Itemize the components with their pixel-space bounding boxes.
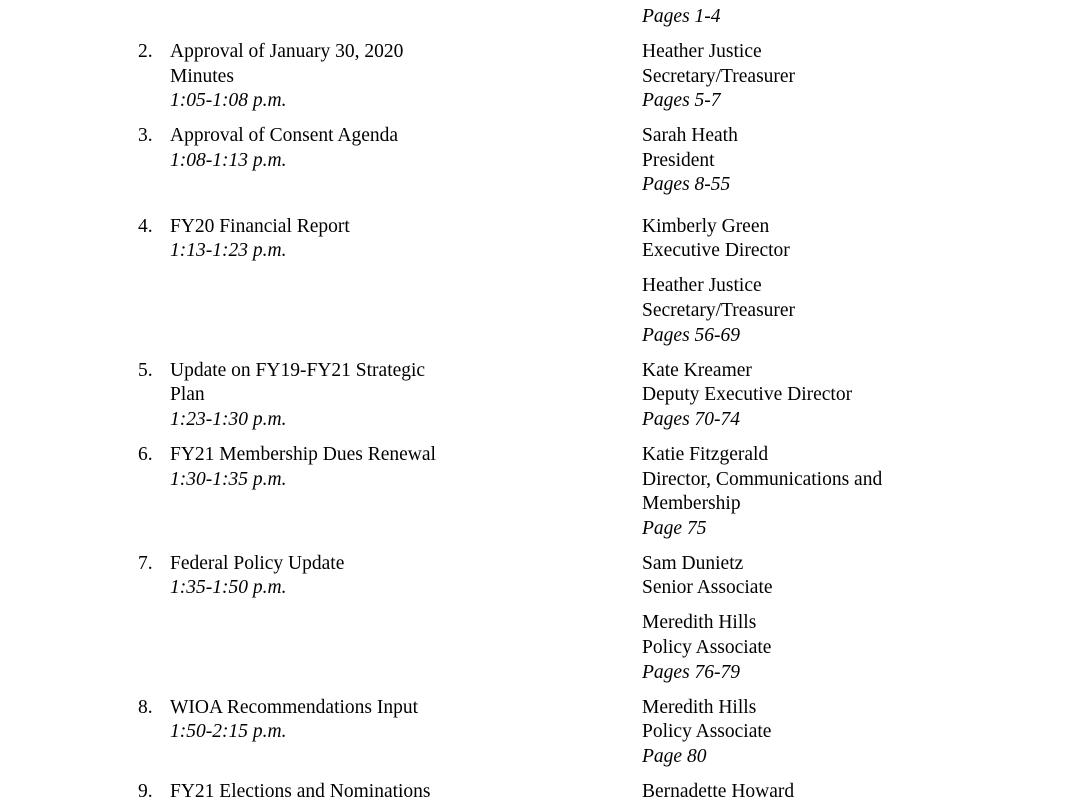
- item-pages: Pages 56-69: [642, 325, 741, 346]
- presenter-name: Kate Kreamer: [642, 360, 752, 381]
- presenter-role-continued: Membership: [642, 493, 741, 514]
- presenter-role: Director, Communications and: [642, 469, 883, 490]
- item-title-continued: Minutes: [170, 66, 234, 87]
- item-number: 7.: [138, 553, 153, 574]
- item-time: 1:23-1:30 p.m.: [170, 409, 287, 430]
- presenter-name: Sam Dunietz: [642, 553, 744, 574]
- item-pages: Pages 8-55: [642, 174, 731, 195]
- item-time: 1:08-1:13 p.m.: [170, 150, 287, 171]
- item-number: 9.: [138, 781, 153, 800]
- presenter-role: Executive Director: [642, 240, 790, 261]
- presenter-role: Secretary/Treasurer: [642, 66, 796, 87]
- item-title: FY20 Financial Report: [170, 216, 350, 237]
- item-number: 6.: [138, 444, 153, 465]
- item-title: FY21 Elections and Nominations: [170, 781, 431, 800]
- item-time: 1:50-2:15 p.m.: [170, 721, 287, 742]
- item-pages: Pages 5-7: [642, 90, 721, 111]
- item-title: WIOA Recommendations Input: [170, 697, 419, 718]
- item-time: 1:05-1:08 p.m.: [170, 90, 287, 111]
- item-title: Approval of Consent Agenda: [170, 125, 399, 146]
- item-title: Federal Policy Update: [170, 553, 345, 574]
- item-pages: Pages 70-74: [642, 409, 741, 430]
- presenter-name: Heather Justice: [642, 275, 762, 296]
- presenter-name: Heather Justice: [642, 41, 762, 62]
- item-number: 2.: [138, 41, 153, 62]
- presenter-name: Sarah Heath: [642, 125, 738, 146]
- item-title: Update on FY19-FY21 Strategic: [170, 360, 426, 381]
- presenter-role: President: [642, 150, 715, 171]
- item-pages: Page 75: [642, 518, 707, 539]
- presenter-role: Deputy Executive Director: [642, 384, 853, 405]
- presenter-name: Kimberly Green: [642, 216, 770, 237]
- presenter-role: Policy Associate: [642, 721, 772, 742]
- item-number: 4.: [138, 216, 153, 237]
- presenter-name: Meredith Hills: [642, 697, 757, 718]
- item-time: 1:35-1:50 p.m.: [170, 577, 287, 598]
- item-number: 3.: [138, 125, 153, 146]
- item-number: 8.: [138, 697, 153, 718]
- item-pages: Pages 1-4: [642, 6, 721, 27]
- item-title: FY21 Membership Dues Renewal: [170, 444, 436, 465]
- presenter-role: Policy Associate: [642, 637, 772, 658]
- item-time: 1:30-1:35 p.m.: [170, 469, 287, 490]
- item-title: Approval of January 30, 2020: [170, 41, 404, 62]
- item-time: 1:13-1:23 p.m.: [170, 240, 287, 261]
- presenter-name: Meredith Hills: [642, 612, 757, 633]
- presenter-name: Bernadette Howard: [642, 781, 795, 800]
- item-title-continued: Plan: [170, 384, 205, 405]
- item-number: 5.: [138, 360, 153, 381]
- presenter-name: Katie Fitzgerald: [642, 444, 769, 465]
- presenter-role: Secretary/Treasurer: [642, 300, 796, 321]
- presenter-role: Senior Associate: [642, 577, 773, 598]
- item-pages: Pages 76-79: [642, 662, 741, 683]
- item-pages: Page 80: [642, 746, 707, 767]
